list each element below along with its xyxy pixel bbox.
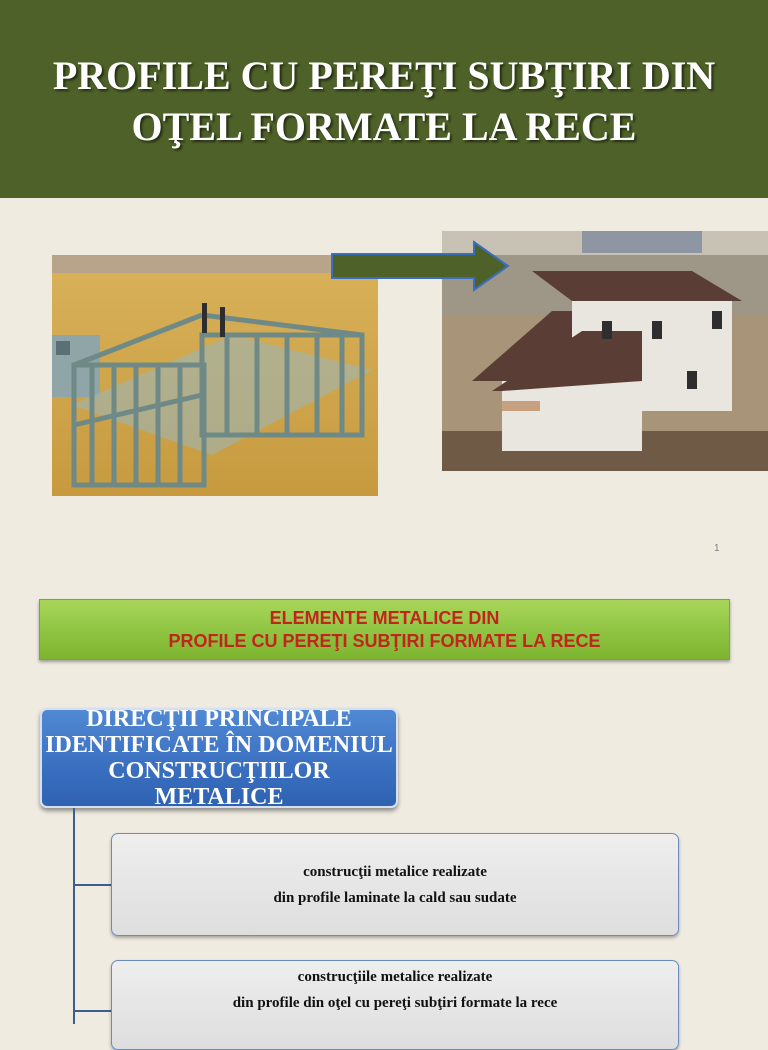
child-node-hot-rolled — [111, 833, 679, 936]
title-line-2: OŢEL FORMATE LA RECE — [131, 104, 637, 149]
root-line-3: CONSTRUCŢIILOR METALICE — [108, 758, 330, 810]
slide1-title — [53, 46, 715, 152]
page-number: 1 — [714, 543, 720, 554]
tree-connector — [73, 1010, 111, 1012]
child-line: construcţii metalice realizate — [303, 863, 487, 880]
child-line: construcţiile metalice realizate — [297, 969, 493, 985]
banner-line-1: ELEMENTE METALICE DIN — [269, 607, 500, 628]
title-line-1: PROFILE CU PEREŢI SUBŢIRI DIN — [52, 53, 716, 98]
tree-connector — [73, 808, 75, 1024]
child-line: din profile din oţel cu pereţi subţiri formate la rece — [232, 995, 558, 1011]
child-node-cold-formed — [111, 960, 679, 1050]
root-node — [40, 708, 398, 808]
tree-connector — [73, 884, 111, 886]
banner-line-2: PROFILE CU PEREŢI SUBŢIRI FORMATE LA RECE — [168, 630, 601, 651]
root-line-1: DIRECŢII PRINCIPALE — [86, 706, 352, 732]
root-line-2: IDENTIFICATE ÎN DOMENIUL — [45, 732, 393, 758]
arrow-right-icon — [330, 240, 510, 292]
slide2-title-banner — [39, 599, 730, 660]
slide1-header — [0, 0, 768, 198]
child-line: din profile laminate la cald sau sudate — [273, 889, 517, 906]
